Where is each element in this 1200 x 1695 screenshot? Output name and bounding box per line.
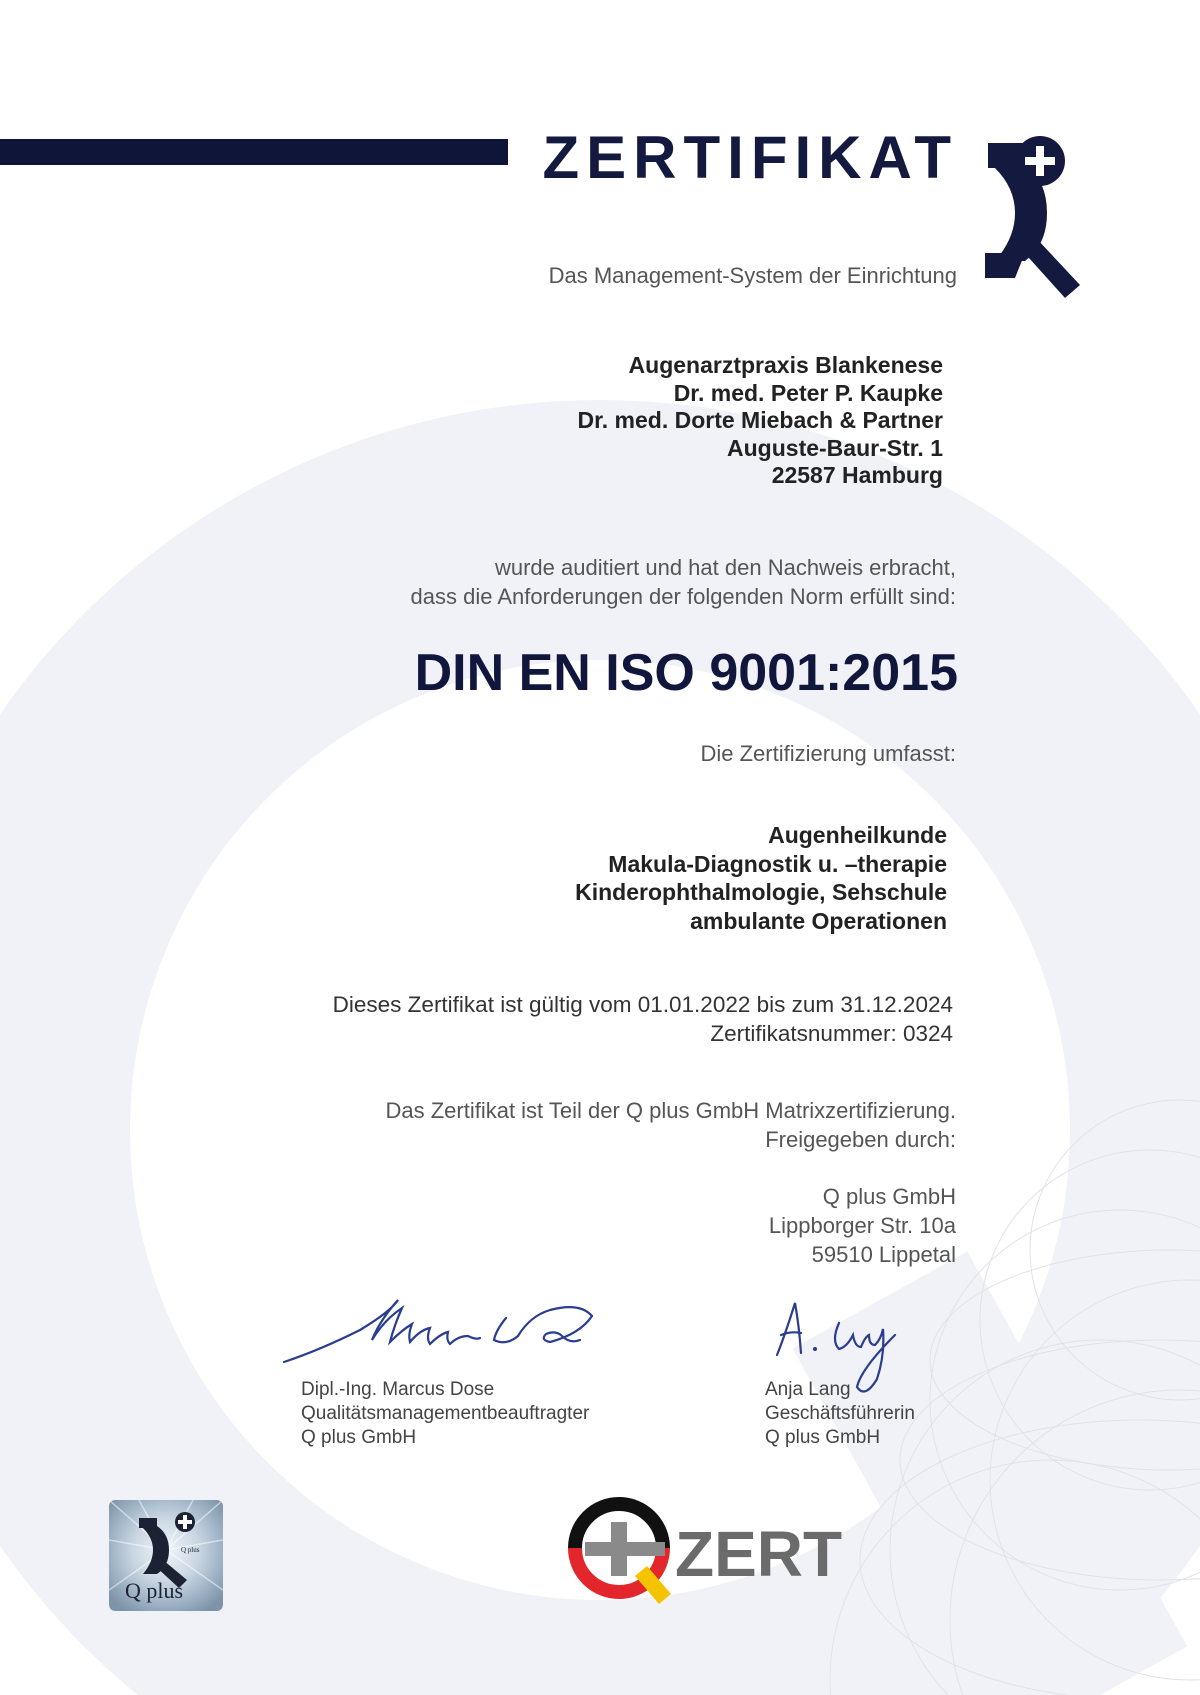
qzert-logo xyxy=(565,1494,845,1610)
facility-line: Augenarztpraxis Blankenese xyxy=(628,352,943,378)
signer-name: Dipl.-Ing. Marcus Dose xyxy=(301,1379,495,1400)
facility-address xyxy=(577,352,943,490)
facility-line: Dr. med. Dorte Miebach & Partner xyxy=(577,407,943,433)
matrix-line: Das Zertifikat ist Teil der Q plus GmbH Matrixzertifizierung. xyxy=(385,1098,956,1123)
issuer-name: Q plus GmbH xyxy=(822,1184,956,1209)
scope-label: Die Zertifizierung umfasst: xyxy=(700,741,956,766)
norm-title: DIN EN ISO 9001:2015 xyxy=(414,644,958,702)
issuer-city: 59510 Lippetal xyxy=(811,1242,956,1267)
signer-company: Q plus GmbH xyxy=(765,1427,881,1448)
qzert-text: ZERT xyxy=(675,1518,843,1590)
hologram-text: Q plus xyxy=(125,1578,184,1603)
signer-name: Anja Lang xyxy=(765,1379,851,1400)
scope-list xyxy=(575,821,947,935)
facility-line: Dr. med. Peter P. Kaupke xyxy=(673,379,943,406)
signer-role: Qualitätsmanagementbeauftragter xyxy=(301,1403,590,1424)
scope-item: ambulante Operationen xyxy=(690,907,947,934)
audit-line: wurde auditiert und hat den Nachweis erbracht, xyxy=(494,555,956,580)
validity-text: Dieses Zertifikat ist gültig vom 01.01.2022 bis zum 31.12.2024 xyxy=(332,992,953,1017)
signer-company: Q plus GmbH xyxy=(301,1427,417,1448)
certificate-subtitle: Das Management-System der Einrichtung xyxy=(548,263,957,288)
scope-item: Makula-Diagnostik u. –therapie xyxy=(608,850,947,877)
hologram-small-text: Q plus xyxy=(181,1546,200,1554)
facility-line: 22587 Hamburg xyxy=(771,462,943,488)
validity-block xyxy=(333,990,953,1048)
certificate-title: ZERTIFIKAT xyxy=(542,124,958,191)
signer-right xyxy=(765,1378,915,1450)
scope-item: Kinderophthalmologie, Sehschule xyxy=(575,879,947,905)
certificate-number: Zertifikatsnummer: 0324 xyxy=(710,1021,953,1046)
issuer-address xyxy=(769,1182,956,1269)
issuer-street: Lippborger Str. 10a xyxy=(768,1213,956,1238)
audit-statement xyxy=(411,553,956,611)
signer-left xyxy=(301,1378,589,1450)
matrix-line: Freigegeben durch: xyxy=(765,1127,956,1152)
signer-role: Geschäftsführerin xyxy=(765,1403,915,1424)
signature-left xyxy=(280,1290,600,1370)
scope-item: Augenheilkunde xyxy=(768,822,947,848)
hologram-seal xyxy=(109,1500,223,1611)
matrix-note xyxy=(385,1096,956,1154)
audit-line: dass die Anforderungen der folgenden Norm erfüllt sind: xyxy=(410,584,956,609)
facility-line: Auguste-Baur-Str. 1 xyxy=(727,434,943,461)
header-bar xyxy=(0,139,508,165)
qplus-logo-icon xyxy=(985,133,1080,303)
